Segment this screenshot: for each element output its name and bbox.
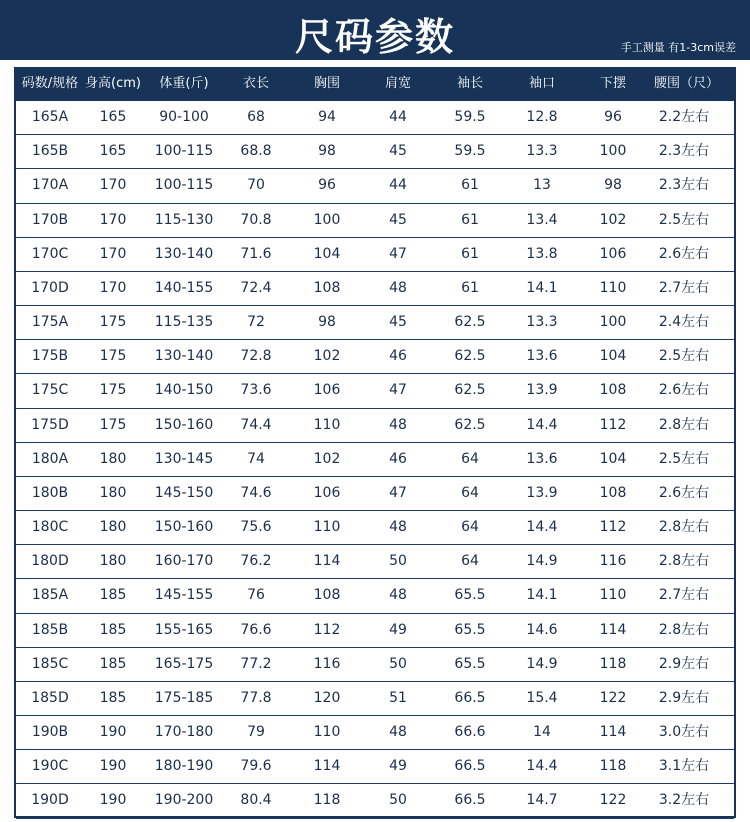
table-cell: 170D	[31, 279, 69, 296]
table-cell: 2.3左右	[658, 177, 710, 194]
table-cell: 175A	[31, 314, 69, 331]
table-row	[16, 238, 734, 272]
table-cell: 13.3	[526, 314, 558, 331]
table-cell: 165A	[31, 109, 69, 125]
table-cell: 110	[313, 416, 341, 433]
table-cell: 68	[247, 109, 265, 125]
table-cell: 108	[313, 279, 341, 296]
table-cell: 100	[599, 314, 627, 331]
table-cell: 190B	[31, 724, 69, 741]
table-cell: 3.0左右	[658, 724, 710, 741]
table-cell: 175D	[31, 416, 69, 433]
column-header: 身高(cm)	[85, 76, 141, 91]
table-cell: 170	[99, 245, 127, 262]
table-cell: 72.8	[240, 348, 272, 365]
table-cell: 2.8左右	[658, 416, 710, 433]
table-cell: 13.9	[526, 484, 558, 501]
table-cell: 13	[533, 177, 551, 194]
column-header: 衣长	[242, 76, 269, 91]
table-cell: 175-185	[154, 689, 214, 706]
table-cell: 180A	[31, 450, 69, 467]
table-cell: 185	[99, 587, 127, 604]
table-cell: 50	[389, 655, 407, 672]
table-cell: 94	[318, 109, 336, 125]
table-cell: 74.4	[240, 416, 272, 433]
table-cell: 115-130	[154, 211, 214, 228]
table-cell: 98	[318, 314, 336, 331]
table-cell: 170B	[31, 211, 69, 228]
table-cell: 190	[99, 792, 127, 809]
table-cell: 118	[599, 655, 627, 672]
table-cell: 76.2	[240, 553, 272, 570]
table-cell: 2.3左右	[658, 143, 710, 160]
table-cell: 13.4	[526, 211, 558, 228]
table-row	[16, 614, 734, 648]
table-row	[16, 511, 734, 545]
table-cell: 13.6	[526, 450, 558, 467]
table-cell: 110	[313, 519, 341, 536]
table-cell: 190	[99, 758, 127, 775]
table-cell: 112	[599, 416, 627, 433]
table-cell: 3.1左右	[658, 758, 710, 775]
table-cell: 180	[99, 450, 127, 467]
table-cell: 70.8	[240, 211, 272, 228]
table-cell: 114	[599, 724, 627, 741]
table-cell: 98	[318, 143, 336, 160]
table-cell: 190C	[31, 758, 69, 775]
table-cell: 72.4	[240, 279, 272, 296]
table-cell: 160-170	[154, 553, 214, 570]
table-cell: 47	[389, 245, 407, 262]
table-cell: 118	[599, 758, 627, 775]
page-title: 尺码参数	[294, 14, 455, 59]
table-row	[16, 306, 734, 340]
table-cell: 112	[313, 621, 341, 638]
column-header: 胸围	[313, 76, 340, 91]
table-cell: 14.9	[526, 553, 558, 570]
table-cell: 61	[461, 245, 479, 262]
table-cell: 112	[599, 519, 627, 536]
table-cell: 185B	[31, 621, 69, 638]
table-cell: 104	[599, 348, 627, 365]
table-row	[16, 682, 734, 716]
table-cell: 64	[461, 450, 479, 467]
table-cell: 14.4	[526, 758, 558, 775]
table-cell: 102	[599, 211, 627, 228]
table-cell: 110	[599, 279, 627, 296]
table-cell: 155-165	[154, 621, 214, 638]
table-cell: 118	[313, 792, 341, 809]
table-cell: 14.4	[526, 519, 558, 536]
table-row	[16, 409, 734, 443]
table-cell: 150-160	[154, 416, 214, 433]
table-cell: 180D	[31, 553, 69, 570]
table-cell: 65.5	[454, 655, 486, 672]
table-cell: 96	[604, 109, 622, 125]
table-cell: 185	[99, 655, 127, 672]
table-cell: 180-190	[154, 758, 214, 775]
column-header: 肩宽	[384, 76, 411, 91]
table-cell: 2.6左右	[658, 484, 710, 501]
table-cell: 45	[389, 314, 407, 331]
table-cell: 2.6左右	[658, 245, 710, 262]
table-cell: 48	[389, 724, 407, 741]
table-cell: 50	[389, 792, 407, 809]
table-cell: 14.9	[526, 655, 558, 672]
table-cell: 77.2	[240, 655, 272, 672]
table-cell: 46	[389, 348, 407, 365]
table-cell: 175B	[31, 348, 69, 365]
table-cell: 106	[313, 484, 341, 501]
table-cell: 48	[389, 416, 407, 433]
table-cell: 2.9左右	[658, 655, 710, 672]
table-cell: 170-180	[154, 724, 214, 741]
table-row	[16, 579, 734, 613]
table-cell: 165-175	[154, 655, 214, 672]
table-cell: 61	[461, 177, 479, 194]
table-cell: 15.4	[526, 689, 558, 706]
measurement-note: 手工测量 有1-3cm误差	[620, 41, 736, 54]
table-cell: 47	[389, 382, 407, 399]
column-header: 码数/规格	[21, 76, 79, 91]
table-cell: 150-160	[154, 519, 214, 536]
table-cell: 165	[99, 109, 127, 125]
table-cell: 114	[599, 621, 627, 638]
table-cell: 72	[247, 314, 265, 331]
table-cell: 48	[389, 587, 407, 604]
table-cell: 100	[313, 211, 341, 228]
table-cell: 185A	[31, 587, 69, 604]
column-header: 腰围（尺）	[654, 76, 720, 91]
table-cell: 71.6	[240, 245, 272, 262]
table-cell: 175	[99, 348, 127, 365]
table-cell: 50	[389, 553, 407, 570]
table-cell: 114	[313, 758, 341, 775]
table-row	[16, 204, 734, 238]
table-cell: 116	[313, 655, 341, 672]
table-cell: 2.5左右	[658, 211, 710, 228]
table-cell: 116	[599, 553, 627, 570]
size-table	[14, 67, 736, 818]
table-cell: 46	[389, 450, 407, 467]
table-cell: 100-115	[154, 143, 214, 160]
table-row	[16, 374, 734, 408]
table-cell: 59.5	[454, 109, 486, 125]
table-row	[16, 716, 734, 750]
table-cell: 170	[99, 177, 127, 194]
table-cell: 2.8左右	[658, 553, 710, 570]
table-cell: 108	[313, 587, 341, 604]
table-cell: 49	[389, 621, 407, 638]
table-cell: 3.2左右	[658, 792, 710, 809]
table-cell: 62.5	[454, 348, 486, 365]
table-cell: 104	[599, 450, 627, 467]
title-banner	[0, 0, 750, 60]
table-cell: 2.7左右	[658, 587, 710, 604]
table-cell: 185D	[31, 689, 69, 706]
table-cell: 140-150	[154, 382, 214, 399]
column-header: 袖口	[528, 76, 555, 91]
table-cell: 45	[389, 211, 407, 228]
table-cell: 2.5左右	[658, 348, 710, 365]
table-cell: 190	[99, 724, 127, 741]
table-cell: 64	[461, 519, 479, 536]
table-header-row	[16, 67, 734, 101]
table-cell: 14.6	[526, 621, 558, 638]
table-cell: 90-100	[159, 109, 209, 125]
table-cell: 122	[599, 792, 627, 809]
table-cell: 14.7	[526, 792, 558, 809]
table-row	[16, 101, 734, 135]
table-row	[16, 784, 734, 818]
table-row	[16, 477, 734, 511]
table-row	[16, 545, 734, 579]
table-cell: 140-155	[154, 279, 214, 296]
table-cell: 66.5	[454, 792, 486, 809]
table-cell: 130-145	[154, 450, 214, 467]
table-cell: 165B	[31, 143, 69, 160]
table-row	[16, 443, 734, 477]
table-cell: 2.8左右	[658, 621, 710, 638]
table-cell: 145-155	[154, 587, 214, 604]
table-cell: 120	[313, 689, 341, 706]
table-cell: 68.8	[240, 143, 272, 160]
table-cell: 108	[599, 382, 627, 399]
table-cell: 170	[99, 279, 127, 296]
table-cell: 76	[247, 587, 265, 604]
table-cell: 2.4左右	[658, 314, 710, 331]
table-cell: 180B	[31, 484, 69, 501]
table-cell: 14.4	[526, 416, 558, 433]
table-cell: 96	[318, 177, 336, 194]
table-cell: 145-150	[154, 484, 214, 501]
table-cell: 175	[99, 314, 127, 331]
table-cell: 44	[389, 177, 407, 194]
table-cell: 66.5	[454, 689, 486, 706]
table-cell: 77.8	[240, 689, 272, 706]
table-cell: 59.5	[454, 143, 486, 160]
table-cell: 98	[604, 177, 622, 194]
table-row	[16, 750, 734, 784]
table-cell: 110	[313, 724, 341, 741]
table-cell: 61	[461, 211, 479, 228]
table-cell: 180	[99, 484, 127, 501]
table-cell: 76.6	[240, 621, 272, 638]
table-cell: 104	[313, 245, 341, 262]
table-row	[16, 648, 734, 682]
table-cell: 102	[313, 348, 341, 365]
table-cell: 185	[99, 689, 127, 706]
table-cell: 65.5	[454, 621, 486, 638]
table-cell: 165	[99, 143, 127, 160]
table-cell: 2.5左右	[658, 450, 710, 467]
table-body	[16, 101, 734, 819]
table-cell: 175	[99, 416, 127, 433]
table-cell: 14.1	[526, 587, 558, 604]
table-cell: 180	[99, 553, 127, 570]
table-cell: 185	[99, 621, 127, 638]
table-cell: 64	[461, 553, 479, 570]
table-cell: 13.9	[526, 382, 558, 399]
table-cell: 170A	[31, 177, 69, 194]
table-cell: 190D	[31, 792, 69, 809]
table-row	[16, 135, 734, 169]
table-cell: 106	[313, 382, 341, 399]
table-cell: 64	[461, 484, 479, 501]
table-cell: 74	[247, 450, 265, 467]
table-cell: 79	[247, 724, 265, 741]
column-header: 体重(斤)	[159, 76, 209, 91]
table-cell: 2.9左右	[658, 689, 710, 706]
table-cell: 190-200	[154, 792, 214, 809]
table-cell: 12.8	[526, 109, 558, 125]
table-cell: 66.6	[454, 724, 486, 741]
table-cell: 48	[389, 279, 407, 296]
table-cell: 108	[599, 484, 627, 501]
table-cell: 80.4	[240, 792, 272, 809]
table-cell: 180C	[31, 519, 69, 536]
table-cell: 14.1	[526, 279, 558, 296]
table-cell: 2.8左右	[658, 519, 710, 536]
table-cell: 115-135	[154, 314, 214, 331]
table-cell: 122	[599, 689, 627, 706]
table-cell: 130-140	[154, 348, 214, 365]
table-cell: 185C	[31, 655, 69, 672]
table-cell: 70	[247, 177, 265, 194]
table-cell: 51	[389, 689, 407, 706]
table-cell: 110	[599, 587, 627, 604]
table-cell: 13.8	[526, 245, 558, 262]
table-cell: 106	[599, 245, 627, 262]
table-cell: 62.5	[454, 416, 486, 433]
table-cell: 79.6	[240, 758, 272, 775]
table-row	[16, 272, 734, 306]
table-cell: 49	[389, 758, 407, 775]
table-cell: 75.6	[240, 519, 272, 536]
table-row	[16, 340, 734, 374]
table-cell: 170C	[31, 245, 69, 262]
table-cell: 130-140	[154, 245, 214, 262]
table-cell: 2.2左右	[658, 109, 710, 125]
table-cell: 175	[99, 382, 127, 399]
table-cell: 74.6	[240, 484, 272, 501]
table-cell: 44	[389, 109, 407, 125]
column-header: 下摆	[599, 76, 626, 91]
table-cell: 100-115	[154, 177, 214, 194]
table-cell: 73.6	[240, 382, 272, 399]
table-cell: 48	[389, 519, 407, 536]
table-cell: 66.5	[454, 758, 486, 775]
table-cell: 114	[313, 553, 341, 570]
table-cell: 102	[313, 450, 341, 467]
table-cell: 13.3	[526, 143, 558, 160]
table-cell: 65.5	[454, 587, 486, 604]
table-row	[16, 169, 734, 203]
table-cell: 47	[389, 484, 407, 501]
table-cell: 100	[599, 143, 627, 160]
column-header: 袖长	[456, 76, 483, 91]
table-cell: 62.5	[454, 382, 486, 399]
table-cell: 14	[533, 724, 551, 741]
table-cell: 175C	[31, 382, 69, 399]
table-cell: 180	[99, 519, 127, 536]
table-cell: 62.5	[454, 314, 486, 331]
table-cell: 2.6左右	[658, 382, 710, 399]
table-cell: 45	[389, 143, 407, 160]
table-cell: 13.6	[526, 348, 558, 365]
table-cell: 170	[99, 211, 127, 228]
table-cell: 61	[461, 279, 479, 296]
table-cell: 2.7左右	[658, 279, 710, 296]
